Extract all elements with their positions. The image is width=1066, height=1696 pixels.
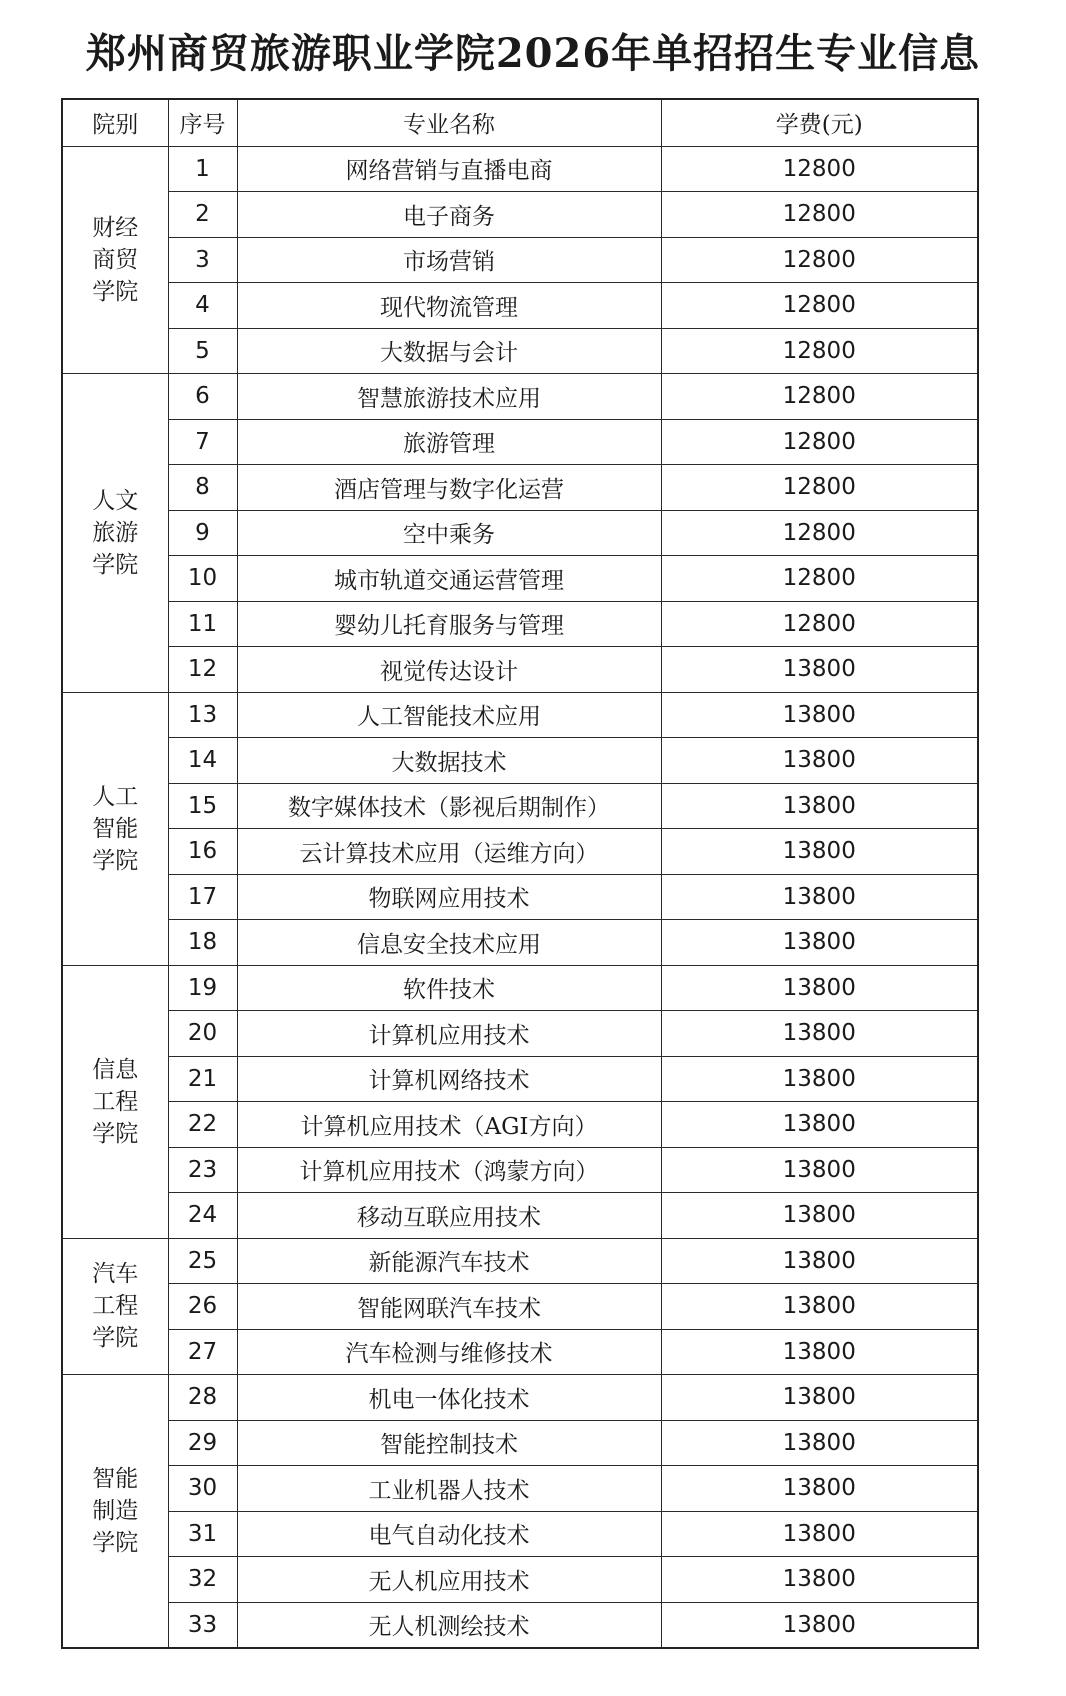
row-number: 28 [168,1375,237,1421]
college-name: 智能制造学院 [92,1465,139,1556]
tuition-fee: 12800 [661,419,978,465]
tuition-fee: 12800 [661,601,978,647]
major-name: 智能网联汽车技术 [237,1284,661,1330]
major-name: 婴幼儿托育服务与管理 [237,601,661,647]
tuition-fee: 13800 [661,1147,978,1193]
row-number: 4 [168,283,237,329]
row-number: 22 [168,1102,237,1148]
major-name: 城市轨道交通运营管理 [237,556,661,602]
row-number: 11 [168,601,237,647]
major-name: 软件技术 [237,965,661,1011]
major-name: 人工智能技术应用 [237,692,661,738]
major-name: 大数据技术 [237,738,661,784]
major-name: 移动互联应用技术 [237,1193,661,1239]
row-number: 25 [168,1238,237,1284]
tuition-fee: 12800 [661,192,978,238]
table-row [62,192,978,238]
major-name: 计算机应用技术（鸿蒙方向） [237,1147,661,1193]
row-number: 7 [168,419,237,465]
college-cell [62,1238,168,1375]
tuition-fee: 13800 [661,1102,978,1148]
table-row [62,1056,978,1102]
major-name: 电子商务 [237,192,661,238]
row-number: 29 [168,1420,237,1466]
major-name: 工业机器人技术 [237,1466,661,1512]
major-name: 汽车检测与维修技术 [237,1329,661,1375]
header-major: 专业名称 [237,99,661,146]
tuition-fee: 12800 [661,237,978,283]
table-row [62,1193,978,1239]
major-name: 酒店管理与数字化运营 [237,465,661,511]
table-row [62,328,978,374]
college-name: 信息工程学院 [92,1056,139,1147]
document-title: 郑州商贸旅游职业学院2026年单招招生专业信息 [85,30,981,77]
college-cell [62,965,168,1238]
major-name: 计算机应用技术（AGI方向） [237,1102,661,1148]
tuition-fee: 13800 [661,1284,978,1330]
majors-table [61,98,979,1649]
major-name: 机电一体化技术 [237,1375,661,1421]
table-row [62,237,978,283]
table-row [62,1375,978,1421]
major-name: 计算机应用技术 [237,1011,661,1057]
college-cell [62,146,168,374]
major-name: 电气自动化技术 [237,1511,661,1557]
tuition-fee: 12800 [661,374,978,420]
table-row [62,1011,978,1057]
row-number: 30 [168,1466,237,1512]
major-name: 视觉传达设计 [237,647,661,693]
college-name: 汽车工程学院 [92,1261,139,1352]
table-row [62,601,978,647]
table-row [62,283,978,329]
tuition-fee: 12800 [661,328,978,374]
table-row [62,647,978,693]
college-name: 人文旅游学院 [92,487,139,578]
table-row [62,374,978,420]
tuition-fee: 13800 [661,1056,978,1102]
header-college: 院别 [62,99,168,146]
college-cell [62,692,168,965]
tuition-fee: 13800 [661,829,978,875]
table-row [62,146,978,192]
row-number: 5 [168,328,237,374]
row-number: 8 [168,465,237,511]
college-cell [62,1375,168,1648]
table-row [62,556,978,602]
major-name: 无人机应用技术 [237,1557,661,1603]
row-number: 23 [168,1147,237,1193]
table-row [62,920,978,966]
row-number: 21 [168,1056,237,1102]
row-number: 12 [168,647,237,693]
tuition-fee: 13800 [661,1329,978,1375]
tuition-fee: 13800 [661,1011,978,1057]
college-name: 人工智能学院 [92,783,139,874]
tuition-fee: 13800 [661,1193,978,1239]
row-number: 10 [168,556,237,602]
tuition-fee: 13800 [661,1466,978,1512]
major-name: 现代物流管理 [237,283,661,329]
row-number: 13 [168,692,237,738]
major-name: 网络营销与直播电商 [237,146,661,192]
tuition-fee: 13800 [661,1511,978,1557]
row-number: 15 [168,783,237,829]
table-row [62,874,978,920]
row-number: 27 [168,1329,237,1375]
table-body [62,146,978,1648]
table-row [62,738,978,784]
header-no: 序号 [168,99,237,146]
major-name: 新能源汽车技术 [237,1238,661,1284]
row-number: 19 [168,965,237,1011]
table-row [62,965,978,1011]
row-number: 32 [168,1557,237,1603]
major-name: 空中乘务 [237,510,661,556]
tuition-fee: 13800 [661,738,978,784]
major-name: 智慧旅游技术应用 [237,374,661,420]
row-number: 6 [168,374,237,420]
table-row [62,783,978,829]
row-number: 20 [168,1011,237,1057]
tuition-fee: 13800 [661,1557,978,1603]
table-row [62,692,978,738]
table-row [62,1284,978,1330]
tuition-fee: 13800 [661,1375,978,1421]
table-row [62,1102,978,1148]
tuition-fee: 13800 [661,647,978,693]
major-name: 物联网应用技术 [237,874,661,920]
tuition-fee: 13800 [661,1602,978,1648]
tuition-fee: 12800 [661,146,978,192]
row-number: 17 [168,874,237,920]
row-number: 16 [168,829,237,875]
major-name: 大数据与会计 [237,328,661,374]
tuition-fee: 12800 [661,510,978,556]
row-number: 3 [168,237,237,283]
header-fee: 学费(元) [661,99,978,146]
table-row [62,1420,978,1466]
row-number: 24 [168,1193,237,1239]
table-row [62,1466,978,1512]
table-row [62,829,978,875]
table-row [62,1511,978,1557]
table-row [62,1557,978,1603]
row-number: 1 [168,146,237,192]
row-number: 2 [168,192,237,238]
tuition-fee: 13800 [661,692,978,738]
tuition-fee: 13800 [661,920,978,966]
major-name: 市场营销 [237,237,661,283]
tuition-fee: 13800 [661,874,978,920]
tuition-fee: 12800 [661,465,978,511]
major-name: 计算机网络技术 [237,1056,661,1102]
table-row [62,1147,978,1193]
tuition-fee: 13800 [661,965,978,1011]
table-row [62,1602,978,1648]
row-number: 26 [168,1284,237,1330]
college-cell [62,374,168,693]
table-row [62,510,978,556]
major-name: 旅游管理 [237,419,661,465]
row-number: 33 [168,1602,237,1648]
tuition-fee: 13800 [661,1420,978,1466]
tuition-fee: 13800 [661,1238,978,1284]
tuition-fee: 12800 [661,283,978,329]
table-row [62,465,978,511]
major-name: 信息安全技术应用 [237,920,661,966]
major-name: 数字媒体技术（影视后期制作） [237,783,661,829]
table-row [62,1238,978,1284]
table-row [62,419,978,465]
college-name: 财经商贸学院 [92,214,139,305]
row-number: 18 [168,920,237,966]
major-name: 无人机测绘技术 [237,1602,661,1648]
tuition-fee: 13800 [661,783,978,829]
row-number: 9 [168,510,237,556]
row-number: 14 [168,738,237,784]
major-name: 智能控制技术 [237,1420,661,1466]
table-row [62,1329,978,1375]
tuition-fee: 12800 [661,556,978,602]
header-row [62,99,978,146]
major-name: 云计算技术应用（运维方向） [237,829,661,875]
row-number: 31 [168,1511,237,1557]
